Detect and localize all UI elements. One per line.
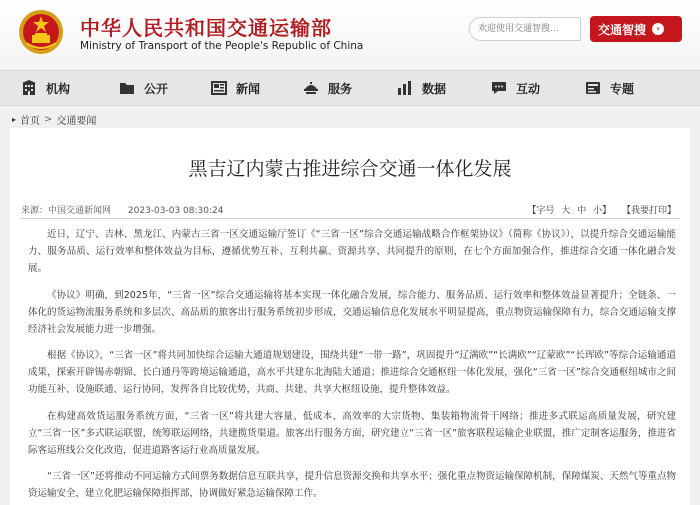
article-source: 来源：中国交通新闻网 [21,206,112,216]
breadcrumb-separator: > [44,114,53,125]
national-emblem-icon[interactable] [18,9,64,55]
smart-search-label: 交通智搜 [598,22,647,37]
nav-label: 新闻 [236,81,261,96]
article-paragraph: 在构建高效货运服务系统方面，“三省一区”将共建大容量、低成本、高效率的大宗货物、集装箱物流骨干网络；推进多式联运高质量发展，研究建立“三省一区”多式联运联盟，统筹联运网络，共建揽货渠道。旅客出行服务方面，研究建立“三省一区”旅客联程运输企业联盟，推广定制客运服务，推进省际客运班线公交化改造，促进道路客运行业高质量发展。 [28,410,676,456]
font-size-medium-button[interactable]: 中 [577,206,587,216]
font-size-label: 【字号 [527,206,555,216]
article-tools [527,203,676,216]
nav-label: 公开 [144,81,169,96]
breadcrumb-current[interactable]: 交通要闻 [56,116,97,127]
location-marker-icon: ▸ [12,115,17,124]
breadcrumb [12,112,96,127]
service-icon [302,79,320,97]
site-header [0,0,700,70]
bar-chart-icon [396,79,414,97]
article-paragraph: 《协议》明确，到2025年，“三省一区”综合交通运输将基本实现一体化融合发展，综合能力、服务品质、运行效率和整体效益显著提升；全链条、一体化的货运物流服务系统和多层次、高品质的旅客出行服务系统初步形成，交通运输信息化发展水平明显提高，重点物资运输保障有力，综合交通运输支撑经济社会发展能力进一步增强。 [28,289,676,335]
font-size-small-button[interactable]: 小】 [593,206,612,216]
nav-label: 专题 [610,81,635,96]
nav-item-public[interactable] [118,71,168,105]
site-title-cn[interactable]: 中华人民共和国交通运输部 [80,16,332,40]
nav-item-service[interactable] [302,71,352,105]
search-input[interactable] [469,17,581,41]
news-icon [210,79,228,97]
nav-label: 数据 [422,81,447,96]
article-title: 黑吉辽内蒙古推进综合交通一体化发展 [188,158,512,180]
smart-search-button[interactable] [590,16,682,42]
article-date: 2023-03-03 08:30:24 [127,206,224,216]
article-card [10,128,690,505]
topic-icon [584,79,602,97]
folder-icon [118,79,136,97]
breadcrumb-home[interactable]: 首页 [20,116,41,127]
nav-item-news[interactable] [210,71,260,105]
nav-label: 互动 [516,81,541,96]
building-icon [20,79,38,97]
article-paragraph: “三省一区”还将推动不同运输方式间票务数据信息互联共享，提升信息资源交换和共享水平；强化重点物资运输保障机制，保障煤炭、天然气等重点物资运输安全，建立化肥运输保障指挥部，协调做好紧急运输保障工作。 [28,471,676,499]
font-size-large-button[interactable]: 大 [561,206,571,216]
article-meta [21,203,223,216]
site-title-en: Ministry of Transport of the People's Republic of China [80,40,364,52]
divider [20,218,680,219]
article-paragraph: 近日，辽宁、吉林、黑龙江、内蒙古三省一区交通运输厅签订《“三省一区”综合交通运输战略合作框架协议》（简称《协议》），以提升综合交通运输能力、服务品质、运行效率和整体效益为目标，遵循优势互补、互利共赢、资源共享、共同提升的原则，在七个方面加强合作，推进综合交通一体化融合发展。 [28,229,676,274]
nav-item-institution[interactable] [20,71,70,105]
chevron-right-icon: › [652,23,664,35]
nav-item-interact[interactable] [490,71,540,105]
main-nav [0,70,700,106]
nav-item-data[interactable] [396,71,446,105]
article-body [28,226,676,505]
nav-label: 服务 [328,81,353,96]
chat-icon [490,79,508,97]
nav-label: 机构 [46,81,71,96]
nav-item-topic[interactable] [584,71,634,105]
print-button[interactable]: 【我要打印】 [621,206,676,216]
article-paragraph: 根据《协议》，“三省一区”将共同加快综合运输大通道规划建设，围绕共建“一带一路”，巩固提升“辽满欧”“长满欧”“辽蒙欧”“长珲欧”等综合运输通道成果，探索开辟锡赤朝锦、长白通丹等跨境运输通道，高水平共建东北海陆大通道；推进综合交通枢纽一体化发展，强化“三省一区”综合交通枢纽城市之间功能互补、设施联通、运行协同，发挥各自比较优势，共商、共建、共享大枢纽设施，提升整体效益。 [28,350,676,395]
